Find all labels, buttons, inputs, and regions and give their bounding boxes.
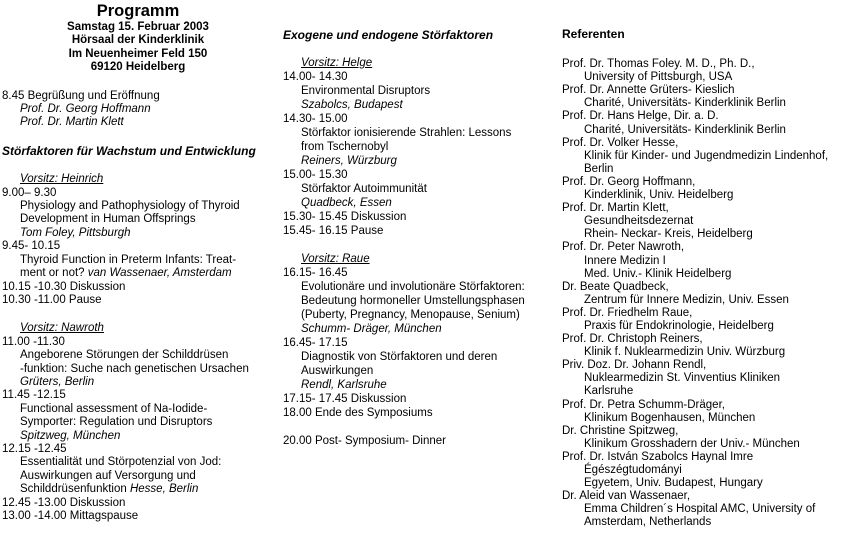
referent-affiliation: Med. Univ.- Klinik Heidelberg — [584, 267, 732, 280]
blank-spacer — [2, 158, 274, 173]
text-segment: ment or not? — [20, 267, 88, 280]
column-heading: Referenten — [562, 27, 625, 41]
schedule-item: 15.30- 15.45 Diskussion — [283, 211, 407, 223]
referent-affiliation: Klinikum Grosshadern der Univ.- München — [584, 437, 800, 450]
blank-spacer — [283, 238, 555, 252]
referent-affiliation: Gesundheitsdezernat — [584, 215, 694, 228]
speaker: Rendl, Karlsruhe — [301, 379, 387, 391]
time-slot: 14.00- 14.30 — [283, 71, 348, 83]
referent-name: Prof. Dr. István Szabolcs Haynal Imre — [562, 450, 754, 463]
blank-spacer — [2, 75, 274, 90]
referent-name: Prof. Dr. Hans Helge, Dir. a. D. — [562, 110, 719, 123]
referent-name: Dr. Beate Quadbeck, — [562, 280, 669, 293]
speaker-segment: van Wassenaer, Amsterdam — [87, 267, 232, 280]
talk-title: Störfaktor ionisierende Strahlen: Lessons — [301, 127, 512, 139]
schedule-item: 10.15 -10.30 Diskussion — [2, 280, 126, 293]
section-heading: Störfaktoren für Wachstum und Entwicklung — [2, 143, 256, 158]
referent-affiliation: Nuklearmedizin St. Vinventius Kliniken — [584, 372, 781, 385]
talk-title: (Puberty, Pregnancy, Menopause, Senium) — [301, 309, 520, 321]
speaker: Prof. Dr. Martin Klett — [20, 116, 124, 129]
talk-title: Evolutionäre und involutionäre Störfaktoren: — [301, 281, 525, 293]
referent-affiliation: University of Pittsburgh, USA — [584, 71, 733, 84]
time-slot: 15.00- 15.30 — [283, 169, 348, 181]
session-chair: Vorsitz: Nawroth — [20, 322, 104, 335]
talk-title: Essentialität und Störpotenzial von Jod: — [20, 456, 222, 469]
session-chair: Vorsitz: Helge — [301, 57, 373, 69]
venue-name: Hörsaal der Kinderklinik — [71, 34, 205, 47]
talk-title: Angeborene Störungen der Schilddrüsen — [20, 349, 229, 362]
referent-name: Prof. Dr. Friedhelm Raue, — [562, 306, 693, 319]
referent-affiliation: Zentrum für Innere Medizin, Univ. Essen — [584, 293, 789, 306]
referent-affiliation: Klinikum Bogenhausen, München — [584, 411, 756, 424]
referent-affiliation: Praxis für Endokrinologie, Heidelberg — [584, 319, 774, 332]
schedule-item: 20.00 Post- Symposium- Dinner — [283, 435, 446, 447]
time-slot: 11.45 -12.15 — [2, 389, 66, 402]
session-chair: Vorsitz: Heinrich — [20, 173, 104, 186]
event-date: Samstag 15. Februar 2003 — [67, 21, 209, 33]
referent-name: Prof. Dr. Georg Hoffmann, — [562, 175, 696, 188]
speaker: Szabolcs, Budapest — [301, 99, 403, 111]
program-afternoon-column — [283, 28, 555, 448]
talk-title: Development in Human Offsprings — [20, 213, 196, 226]
referent-name: Prof. Dr. Annette Grüters- Kieslich — [562, 84, 735, 97]
schedule-item: 8.45 Begrüßung und Eröffnung — [2, 89, 160, 102]
talk-title: Environmental Disruptors — [301, 85, 431, 97]
referent-affiliation: Klinik für Kinder- und Jugendmedizin Lindenhof, — [584, 149, 829, 162]
schedule-item: 10.30 -11.00 Pause — [2, 293, 102, 306]
talk-title: Auswirkungen auf Versorgung und — [20, 469, 196, 482]
referent-name: Prof. Dr. Christoph Reiners, — [562, 333, 703, 346]
speaker: Grüters, Berlin — [20, 375, 95, 388]
schedule-item: 12.45 -13.00 Diskussion — [2, 496, 126, 509]
section-heading: Exogene und endogene Störfaktoren — [283, 28, 494, 42]
speaker: Tom Foley, Pittsburgh — [20, 226, 131, 239]
program-morning-column — [2, 2, 274, 523]
referent-affiliation: Berlin — [584, 162, 614, 175]
blank-spacer — [283, 42, 555, 56]
text-segment: Schilddrüsenfunktion — [20, 483, 130, 496]
referent-name: Prof. Dr. Petra Schumm-Dräger, — [562, 398, 725, 411]
talk-title — [2, 267, 274, 280]
talk-title: Diagnostik von Störfaktoren und deren — [301, 351, 498, 363]
referent-affiliation: Kinderklinik, Univ. Heidelberg — [584, 189, 734, 202]
referent-affiliation: Amsterdam, Netherlands — [584, 516, 712, 529]
referenten-column — [562, 28, 856, 529]
time-slot: 9.45- 10.15 — [2, 240, 61, 253]
program-title: Programm — [96, 2, 180, 20]
speaker: Quadbeck, Essen — [301, 197, 392, 209]
schedule-item: 13.00 -14.00 Mittagspause — [2, 510, 139, 522]
referent-affiliation: Innere Medizin I — [584, 254, 666, 267]
schedule-item: 18.00 Ende des Symposiums — [283, 407, 433, 419]
schedule-item: 15.45- 16.15 Pause — [283, 225, 384, 237]
talk-title: Auswirkungen — [301, 365, 374, 377]
time-slot: 16.15- 16.45 — [283, 267, 348, 279]
referent-name: Prof. Dr. Peter Nawroth, — [562, 241, 685, 254]
referent-name: Dr. Christine Spitzweg, — [562, 424, 679, 437]
referent-affiliation: Charité, Universitäts- Kinderklinik Berlin — [584, 97, 786, 110]
talk-title: Thyroid Function in Preterm Infants: Treat- — [20, 253, 237, 266]
talk-title: Bedeutung hormoneller Umstellungsphasen — [301, 295, 525, 307]
speaker: Schumm- Dräger, München — [301, 323, 442, 335]
referent-affiliation: Klinik f. Nuklearmedizin Univ. Würzburg — [584, 346, 786, 359]
referent-name: Dr. Aleid van Wassenaer, — [562, 490, 691, 503]
blank-spacer — [283, 420, 555, 434]
blank-spacer — [2, 307, 274, 322]
blank-spacer — [2, 130, 274, 145]
talk-title: Störfaktor Autoimmunität — [301, 183, 427, 195]
referent-affiliation: Emma Children´s Hospital AMC, University of — [584, 503, 816, 516]
session-chair: Vorsitz: Raue — [301, 253, 370, 265]
speaker: Reiners, Würzburg — [301, 155, 397, 167]
schedule-item: 17.15- 17.45 Diskussion — [283, 393, 407, 405]
venue-city: 69120 Heidelberg — [90, 61, 186, 74]
referent-name: Prof. Dr. Thomas Foley. M. D., Ph. D., — [562, 58, 755, 71]
time-slot: 14.30- 15.00 — [283, 113, 348, 125]
time-slot: 9.00– 9.30 — [2, 186, 57, 199]
speaker: Prof. Dr. Georg Hoffmann — [20, 103, 151, 116]
talk-title: -funktion: Suche nach genetischen Ursachen — [20, 362, 249, 375]
talk-title: Symporter: Regulation und Disruptors — [20, 416, 213, 429]
referent-affiliation: Karlsruhe — [584, 385, 634, 398]
venue-address: Im Neuenheimer Feld 150 — [68, 47, 208, 60]
time-slot: 16.45- 17.15 — [283, 337, 348, 349]
talk-title: from Tschernobyl — [301, 141, 389, 153]
referent-affiliation: Égészégtudományi — [584, 464, 682, 476]
referent-name: Prof. Dr. Volker Hesse, — [562, 136, 679, 149]
referent-affiliation: Charité, Universitäts- Kinderklinik Berlin — [584, 123, 786, 136]
speaker: Spitzweg, München — [20, 429, 121, 442]
talk-title: Functional assessment of Na-Iodide- — [20, 402, 208, 415]
referent-name: Prof. Dr. Martin Klett, — [562, 202, 669, 215]
referent-affiliation: Rhein- Neckar- Kreis, Heidelberg — [584, 228, 753, 241]
time-slot: 12.15 -12.45 — [2, 442, 67, 455]
speaker-segment: Hesse, Berlin — [129, 483, 199, 496]
referent-affiliation: Egyetem, Univ. Budapest, Hungary — [584, 477, 763, 490]
blank-spacer — [562, 41, 856, 58]
time-slot: 11.00 -11.30 — [2, 335, 65, 348]
referent-name: Priv. Doz. Dr. Johann Rendl, — [562, 359, 707, 372]
talk-title: Physiology and Pathophysiology of Thyroid — [20, 200, 240, 213]
talk-title — [2, 483, 274, 496]
